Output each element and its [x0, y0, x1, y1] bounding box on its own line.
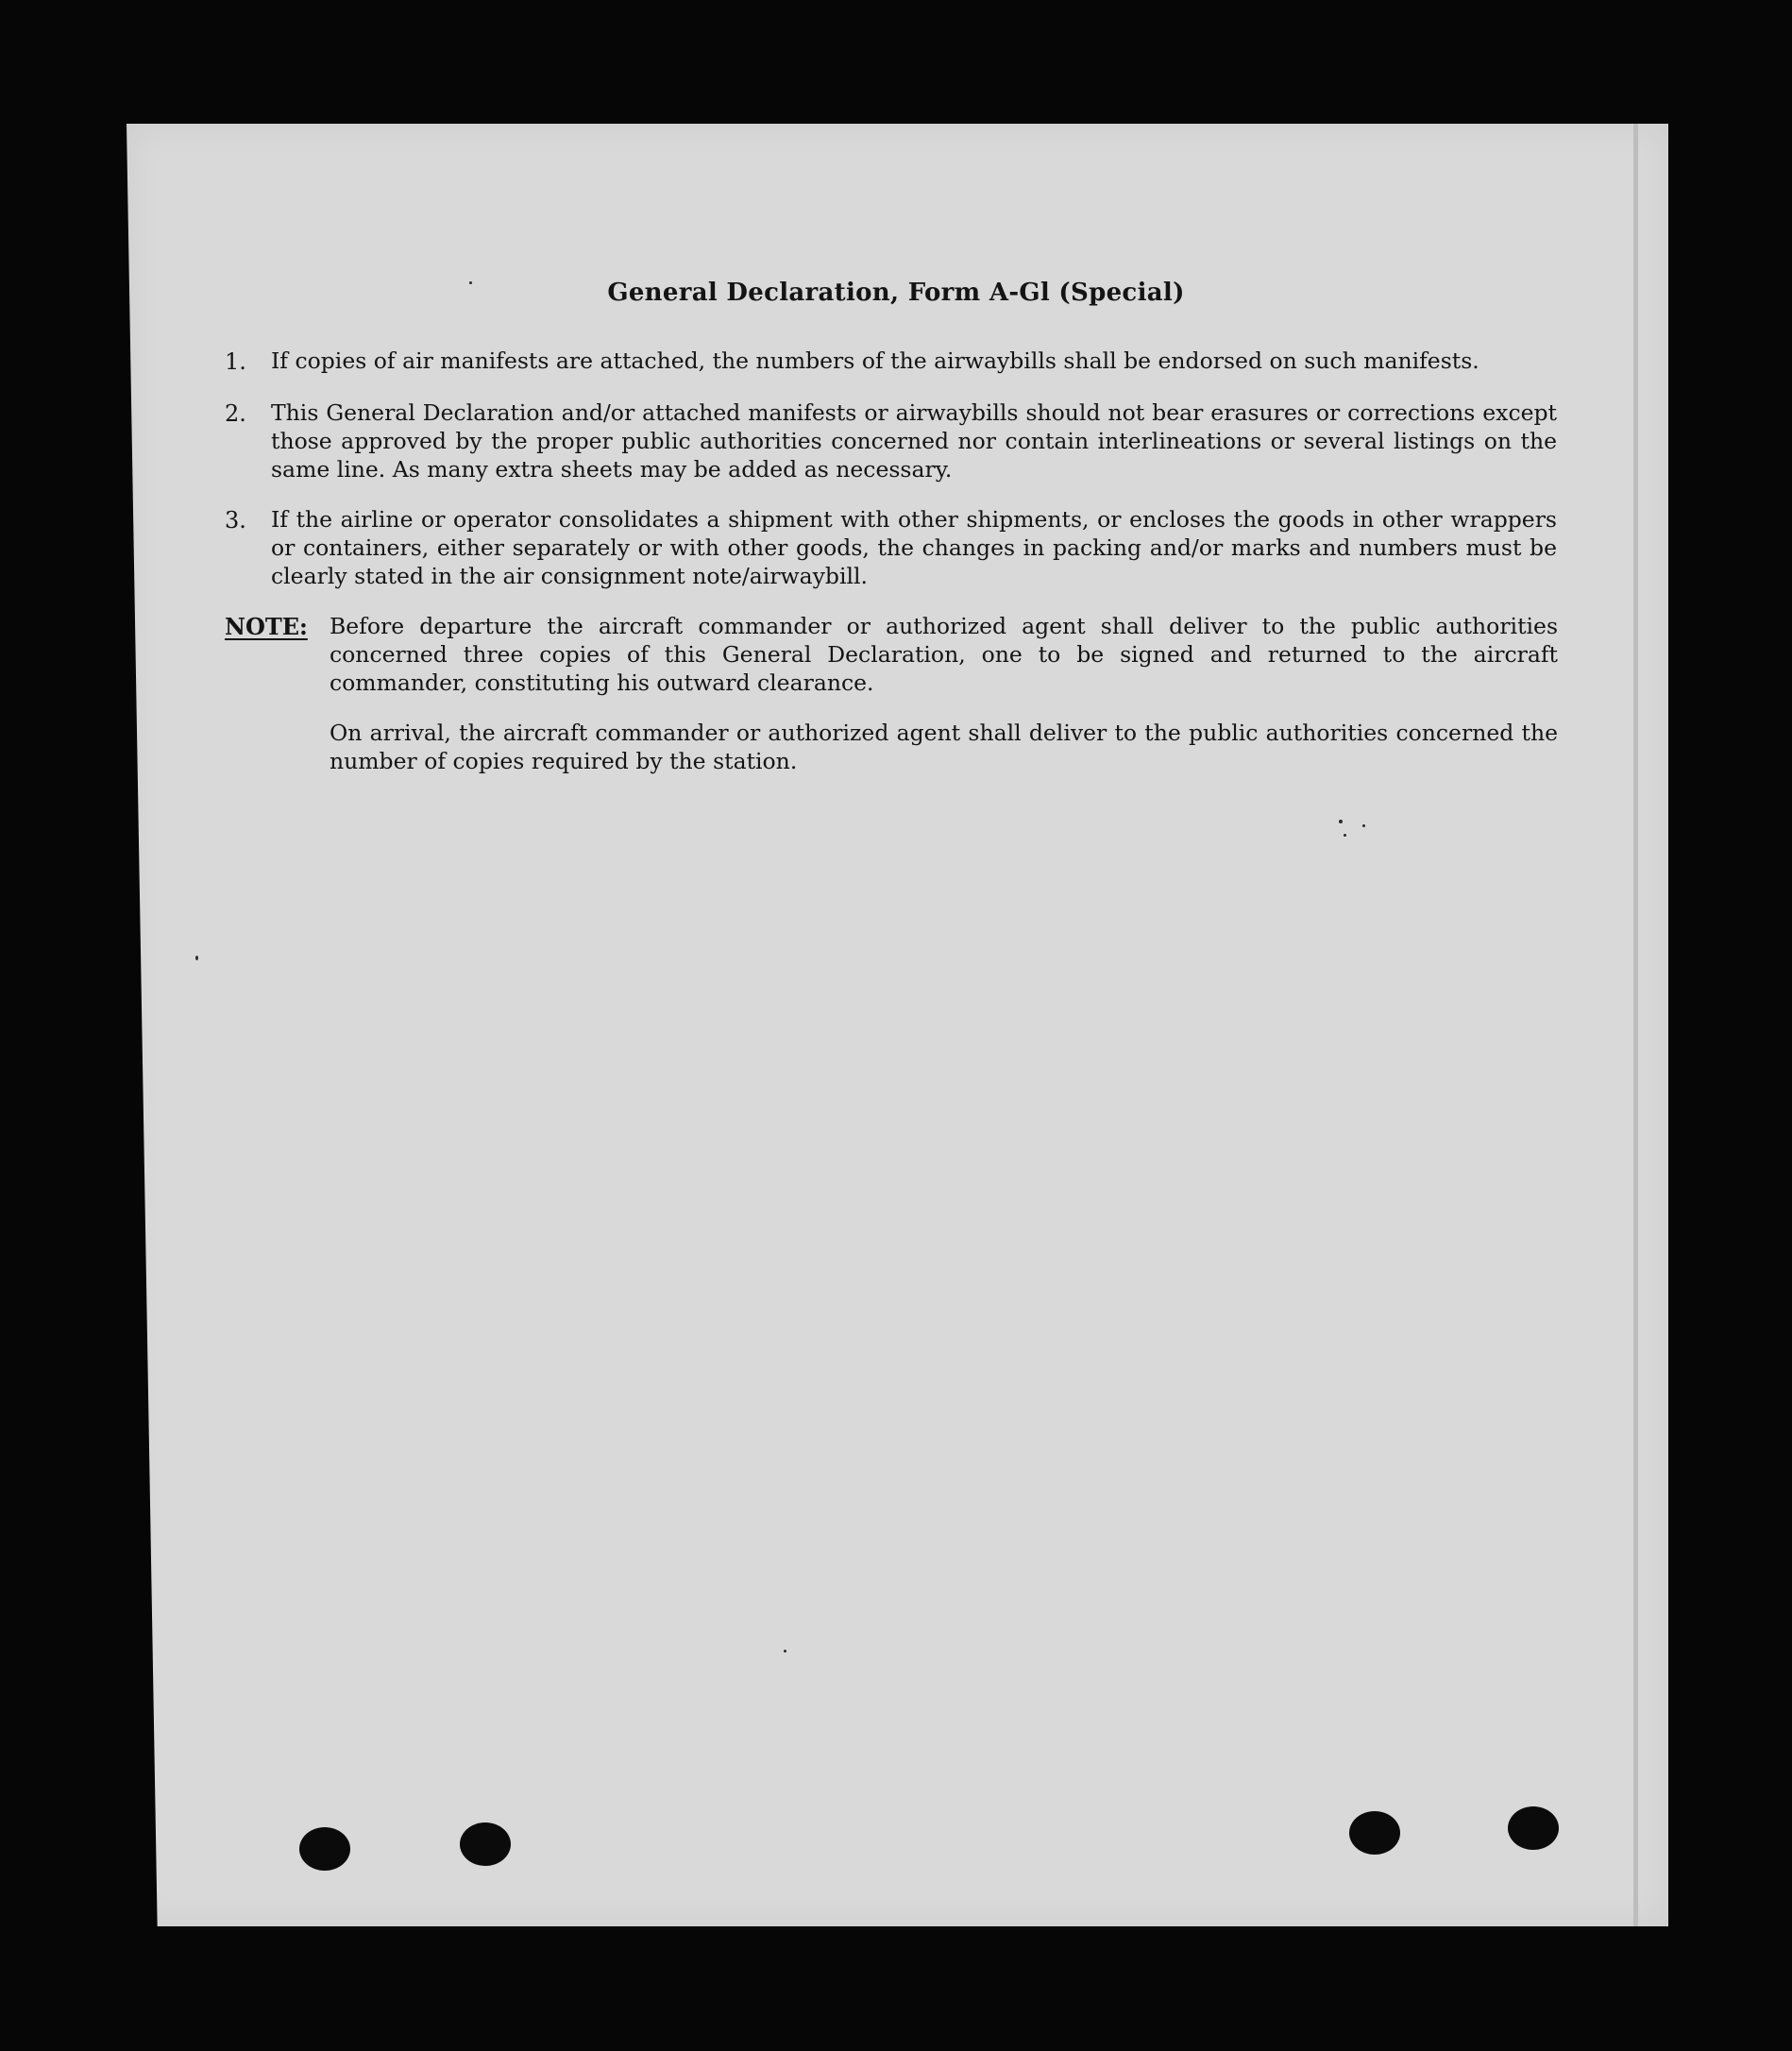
- note-paragraph-arrival: On arrival, the aircraft commander or authorized agent shall deliver to the public authorities concerned the number of copies required by the station.: [330, 720, 1558, 774]
- note-label: NOTE:: [225, 613, 308, 640]
- dust-speck: [1362, 824, 1365, 827]
- dust-speck: [469, 281, 472, 284]
- dust-speck: [1344, 834, 1346, 837]
- paper-edge: [1633, 124, 1638, 1926]
- item-text-2: This General Declaration and/or attached manifests or airwaybills should not bear erasures or corrections except those approved by the proper public authorities concerned nor contain interlineations or several listings on the same line. As many extra sheets may be added as necessary.: [271, 399, 1557, 483]
- document-title: General Declaration, Form A-Gl (Special): [607, 279, 1185, 307]
- item-number-1: 1.: [225, 348, 246, 375]
- item-text-1: If copies of air manifests are attached, the numbers of the airwaybills shall be endorsed on such manifests.: [271, 347, 1479, 374]
- item-number-3: 3.: [225, 507, 246, 534]
- punch-hole-left-outer: [299, 1827, 350, 1871]
- item-number-2: 2.: [225, 400, 246, 427]
- item-text-3: If the airline or operator consolidates a shipment with other shipments, or encloses the goods in other wrappers or containers, either separately or with other goods, the changes in packing and/or marks and numbers must be clearly stated in the air consignment note/airwaybill.: [271, 506, 1557, 589]
- paper-sheet: [127, 124, 1668, 1926]
- dust-speck: [784, 1650, 786, 1653]
- dust-speck: [1339, 820, 1343, 823]
- punch-hole-right-outer: [1508, 1806, 1559, 1850]
- dust-speck: [195, 956, 198, 960]
- punch-hole-left-inner: [460, 1822, 511, 1866]
- note-paragraph-departure: Before departure the aircraft commander or authorized agent shall deliver to the public authorities concerned three copies of this General Declaration, one to be signed and returned to the aircraft commander, constituting his outward clearance.: [330, 613, 1558, 696]
- punch-hole-right-inner: [1349, 1811, 1400, 1855]
